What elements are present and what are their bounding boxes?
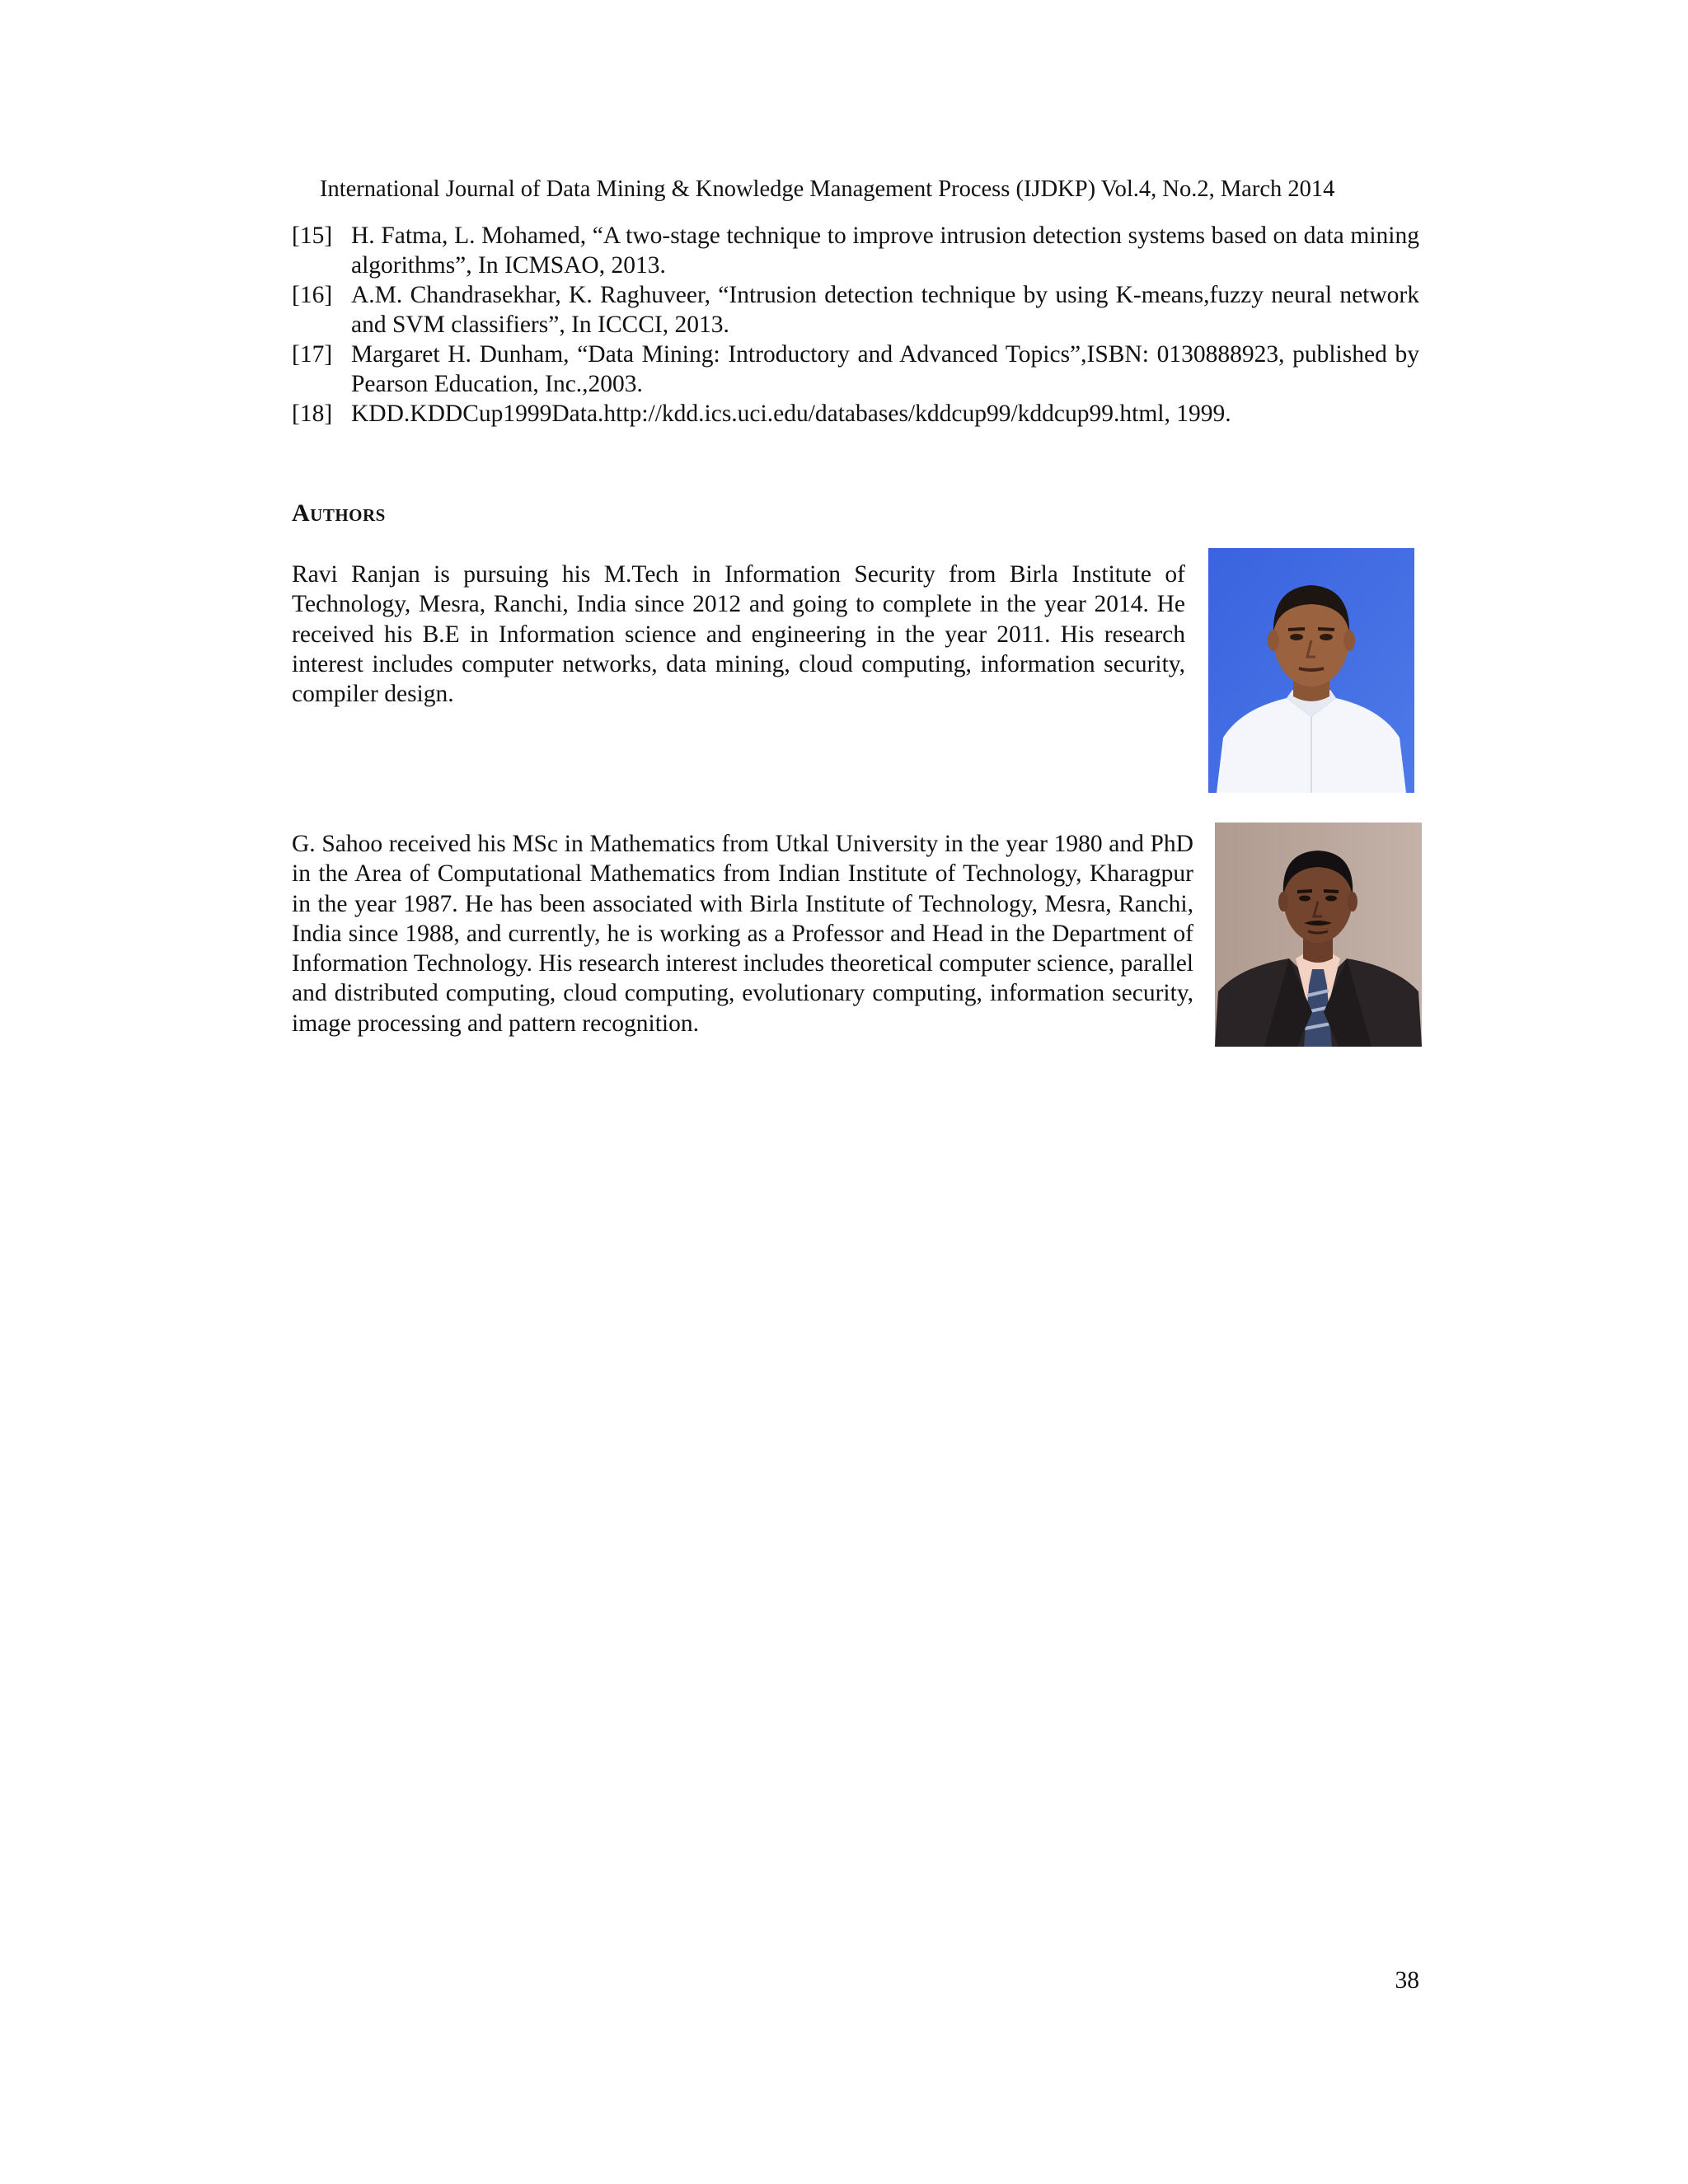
reference-text: Margaret H. Dunham, “Data Mining: Introductory and Advanced Topics”,ISBN: 0130888923, published by Pearson Education, Inc.,2003. (351, 341, 1419, 397)
reference-text: A.M. Chandrasekhar, K. Raghuveer, “Intrusion detection technique by using K-means,fuzzy neural network and SVM classifiers”, In ICCCI, 2013. (351, 282, 1419, 338)
reference-item (292, 221, 1419, 280)
reference-text: KDD.KDDCup1999Data.http://kdd.ics.uci.edu/databases/kddcup99/kddcup99.html, 1999. (351, 401, 1231, 427)
page-number: 38 (1395, 1967, 1419, 1994)
reference-list (292, 221, 1419, 429)
authors-heading: Authors (292, 499, 386, 527)
running-header: International Journal of Data Mining & Knowledge Management Process (IJDKP) Vol.4, No.2, March 2014 (320, 176, 1335, 202)
reference-text: H. Fatma, L. Mohamed, “A two-stage technique to improve intrusion detection systems based on data mining algorithms”, In ICMSAO, 2013. (351, 223, 1419, 279)
reference-item (292, 399, 1419, 429)
author-bio-g-sahoo: G. Sahoo received his MSc in Mathematics from Utkal University in the year 1980 and PhD in the Area of Computational Mathematics from Indian Institute of Technology, Kharagpur in the year 1987. He has been associated with Birla Institute of Technology, Mesra, Ranchi, India since 1988, and currently, he is working as a Professor and Head in the Department of Information Technology. His research interest includes theoretical computer science, parallel and distributed computing, cloud computing, evolutionary computing, information security, image processing and pattern recognition. (292, 831, 1193, 1037)
author-photo-g-sahoo (1215, 823, 1422, 1047)
reference-number: [18] (292, 401, 333, 427)
reference-number: [16] (292, 282, 333, 308)
reference-item (292, 340, 1419, 399)
reference-number: [17] (292, 341, 333, 368)
author-photo-ravi-ranjan (1208, 548, 1414, 793)
reference-number: [15] (292, 223, 333, 249)
author-bio-ravi-ranjan: Ravi Ranjan is pursuing his M.Tech in Information Security from Birla Institute of Technology, Mesra, Ranchi, India since 2012 and going to complete in the year 2014. He received his B.E in Information science and engineering in the year 2011. His research interest includes computer networks, data mining, cloud computing, information security, compiler design. (292, 561, 1185, 708)
reference-item (292, 280, 1419, 340)
